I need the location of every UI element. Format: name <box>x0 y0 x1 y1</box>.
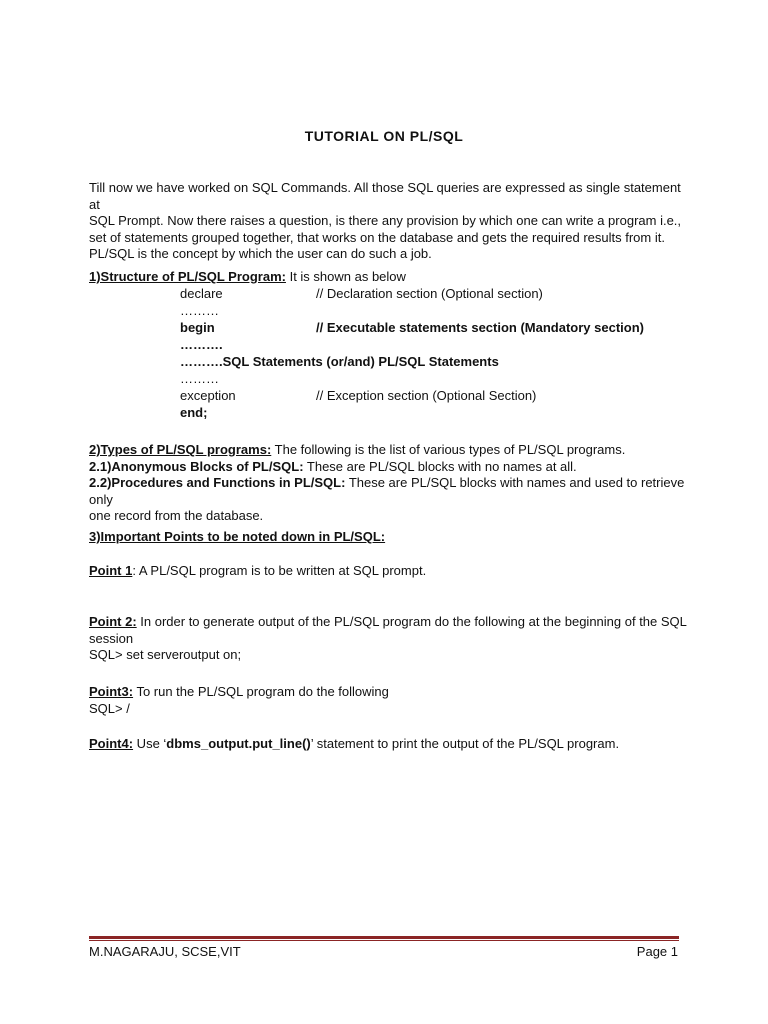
point-3-text: To run the PL/SQL program do the following <box>133 684 389 699</box>
structure-code: declare <box>180 286 223 301</box>
types-anonymous-text: These are PL/SQL blocks with no names at all. <box>303 458 577 474</box>
types-procedures-line <box>89 475 689 508</box>
types-procedures-text: These are PL/SQL blocks with names and used to retrieve only <box>89 475 685 507</box>
footer-divider-thin <box>89 940 679 941</box>
structure-code: begin <box>180 320 215 335</box>
types-heading-line <box>89 442 689 459</box>
page-title: TUTORIAL ON PL/SQL <box>304 128 464 144</box>
structure-code: ……… <box>180 371 219 386</box>
structure-row <box>89 404 709 421</box>
types-procedures-label: 2.2)Procedures and Functions in PL/SQL: <box>89 475 346 490</box>
point-2-command: SQL> set serveroutput on; <box>89 647 242 662</box>
types-heading: 2)Types of PL/SQL programs: <box>89 442 272 457</box>
types-procedures-line-2: one record from the database. <box>89 508 264 523</box>
structure-code: ………. <box>180 337 223 352</box>
structure-row <box>89 387 709 404</box>
structure-row <box>89 353 709 370</box>
types-heading-text: The following is the list of various types of PL/SQL programs. <box>271 442 626 457</box>
structure-comment: // Declaration section (Optional section) <box>316 286 543 301</box>
footer-divider <box>89 936 679 939</box>
point-1-label: Point 1 <box>89 563 133 578</box>
point-2-label: Point 2: <box>89 614 137 629</box>
footer-page-number: Page 1 <box>636 944 678 959</box>
point-2-line-2: session <box>89 630 134 646</box>
structure-code: exception <box>180 388 236 403</box>
point-4 <box>89 736 689 753</box>
structure-row <box>89 336 709 353</box>
points-heading-block <box>89 529 689 546</box>
structure-row <box>89 370 709 387</box>
structure-heading-text: It is shown as below <box>285 269 406 284</box>
point-4-text-post: ’ statement to print the output of the PL/SQL program. <box>310 736 620 751</box>
point-3-label: Point3: <box>89 684 134 699</box>
points-heading: 3)Important Points to be noted down in PL/SQL: <box>89 529 386 544</box>
point-2-text: In order to generate output of the PL/SQL program do the following at the beginning of the SQL <box>136 614 687 629</box>
structure-code: end; <box>180 405 208 420</box>
structure-code: ……… <box>180 303 219 318</box>
types-anonymous-line <box>89 459 689 476</box>
point-2 <box>89 614 689 664</box>
point-4-code: dbms_output.put_line() <box>166 736 311 751</box>
point-1 <box>89 563 689 580</box>
types-anonymous-label: 2.1)Anonymous Blocks of PL/SQL: <box>89 458 304 474</box>
point-1-text: : A PL/SQL program is to be written at SQL prompt. <box>132 563 427 578</box>
footer-author: M.NAGARAJU, SCSE,VIT <box>89 944 241 959</box>
structure-section <box>89 268 709 421</box>
point-4-text-pre: Use ‘ <box>133 736 167 751</box>
point-3 <box>89 684 689 717</box>
point-3-line <box>89 684 689 701</box>
intro-line: PL/SQL is the concept by which the user can do such a job. <box>89 246 432 261</box>
intro-line: Till now we have worked on SQL Commands. All those SQL queries are expressed as single statement at <box>89 180 681 212</box>
point-3-command: SQL> / <box>89 700 130 716</box>
structure-heading: 1)Structure of PL/SQL Program: <box>89 269 286 284</box>
structure-row <box>89 285 709 302</box>
types-section <box>89 442 689 525</box>
point-2-line <box>89 614 689 631</box>
structure-row <box>89 319 709 336</box>
point-4-label: Point4: <box>89 736 134 751</box>
structure-code: ……….SQL Statements (or/and) PL/SQL Statements <box>180 354 499 369</box>
intro-paragraph <box>89 180 689 263</box>
structure-comment: // Exception section (Optional Section) <box>316 388 537 403</box>
intro-line: set of statements grouped together, that works on the database and gets the required results from it. <box>89 229 665 245</box>
structure-heading-line <box>89 268 709 285</box>
structure-comment: // Executable statements section (Mandatory section) <box>316 320 644 335</box>
intro-line: SQL Prompt. Now there raises a question, is there any provision by which one can write a program i.e., <box>89 213 682 228</box>
structure-row <box>89 302 709 319</box>
